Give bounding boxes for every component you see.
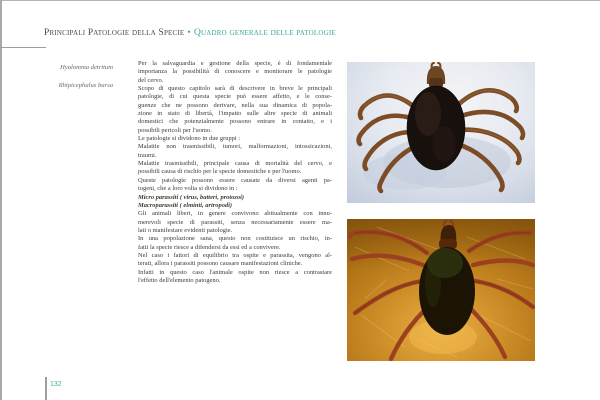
page-left-edge-line [0, 0, 2, 400]
body-line: possibili causa di rischio per le specie domestiche e per l'uomo. [138, 168, 302, 176]
body-line: traumi. [138, 151, 157, 159]
body-line: Macroparassiti ( elminti, artropodi) [138, 201, 233, 209]
body-line: Malattie trasmissibili, principale causa di mortalità del cervo, e [138, 160, 332, 168]
body-line: domestici che potenzialmente possono entrare in contatto, e i [138, 118, 332, 126]
body-line: importanza la possibilità di conoscere e monitorare le patologie [138, 68, 332, 76]
body-line: merevoli specie di parassiti, senza necessariamente essere ma- [138, 218, 332, 226]
body-line: fatti la specie riesce a difendersi da essi ed a convivere. [138, 243, 281, 251]
body-line: togeni, che a loro volta si dividono in : [138, 185, 238, 193]
body-line: possibili pericoli per l'uomo. [138, 126, 212, 134]
body-line: guenze che ne possono derivare, nella sua dinamica di popola- [138, 101, 332, 109]
body-line: Le patologie si dividono in due gruppi : [138, 135, 241, 143]
footer-page-number: 132 [50, 381, 62, 388]
body-line: zione in stato di libertà, l'impatto sulle altre specie di animali [138, 110, 332, 118]
header-section-title: Principali Patologie della Specie [44, 28, 185, 38]
footer-rule-line [45, 377, 47, 400]
running-header [44, 28, 336, 38]
body-line: patologie, di cui questa specie può essere affetto, e le conse- [138, 93, 332, 101]
body-line: Scopo di questo capitolo sarà di descrivere in breve le principali [138, 85, 332, 93]
body-line: Per la salvaguardia e gestione della specie, è di fondamentale [138, 60, 332, 67]
header-rule-line [0, 47, 46, 48]
tick-illustration-top [347, 62, 535, 203]
body-line: In una popolazione sana, questo non costituisce un rischio, in- [138, 235, 332, 243]
body-line: terati, allora i parassiti possono causare manifestazioni cliniche. [138, 260, 303, 268]
body-line: Malattie non trasmissibili, tumori, malformazioni, intossicazioni, [138, 143, 332, 151]
margin-notes [0, 64, 113, 89]
page-top-edge-line [0, 0, 600, 1]
body-text [138, 60, 332, 285]
header-chapter-title: Quadro generale delle patologie [193, 28, 336, 38]
tick-illustration-bottom [347, 219, 535, 361]
figure-tick-top [347, 62, 535, 203]
body-line: Gli animali liberi, in genere convivono abitualmente con innu- [138, 210, 332, 218]
margin-note: Hyalomma detritum [60, 64, 113, 71]
body-line: Micro parassiti ( virus, batteri, protozoi) [138, 193, 245, 201]
margin-note: Rhipicephalus bursa [58, 82, 113, 89]
body-line: Infatti in questo caso l'animale ospite non riesce a contrastare [138, 268, 332, 276]
body-line: l'effetto dell'elemento patogeno. [138, 276, 221, 284]
body-line: del cervo. [138, 76, 164, 84]
figure-tick-bottom [347, 219, 535, 361]
header-separator-dot: • [187, 28, 191, 38]
body-line: lati o manifestare evidenti patologie. [138, 226, 233, 234]
body-line: Nel caso i fattori di equilibrio tra ospite e parassita, vengono al- [138, 251, 332, 259]
body-line: Queste patologie possono essere causate da diversi agenti pa- [138, 176, 332, 184]
